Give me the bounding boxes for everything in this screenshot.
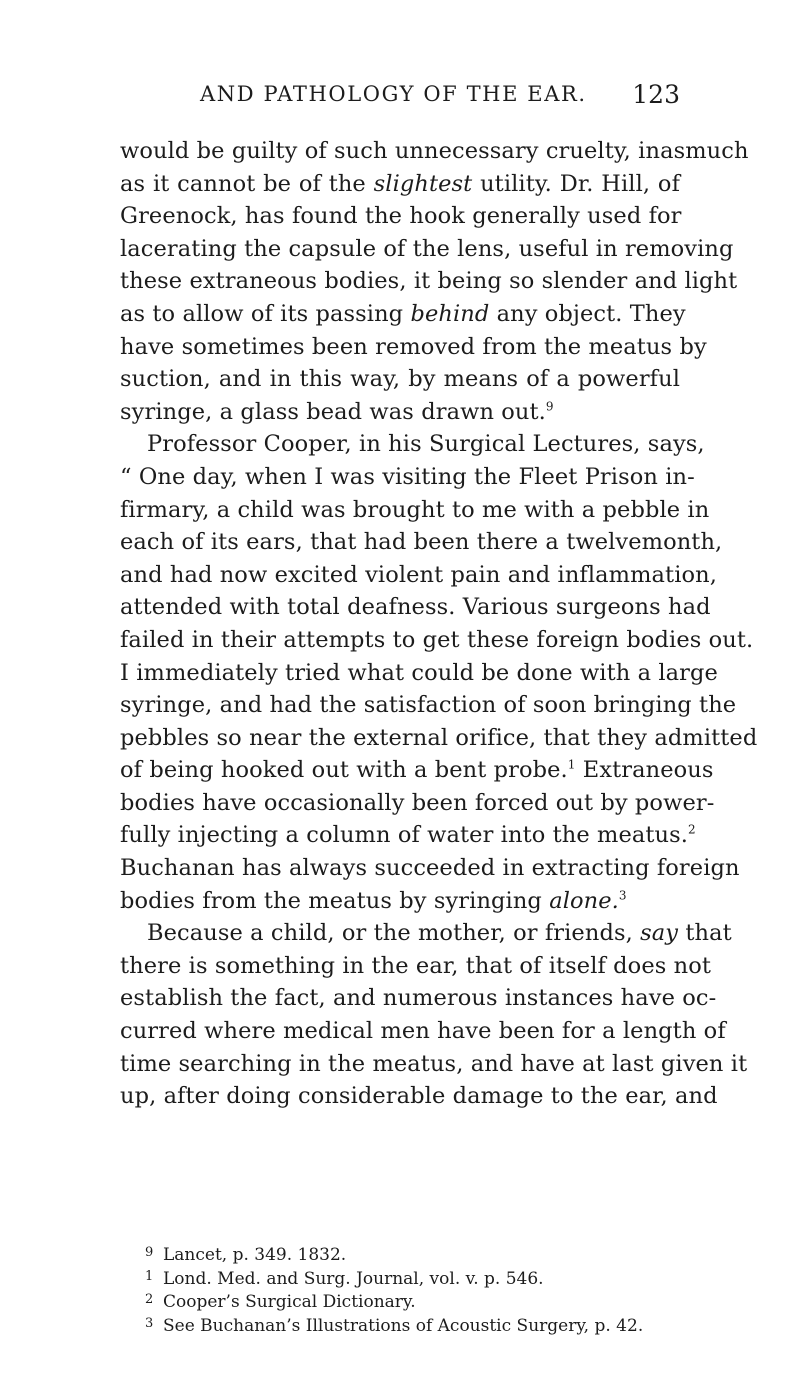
footnote-text: Cooper’s Surgical Dictionary. <box>163 1292 416 1312</box>
footnote-text: Lond. Med. and Surg. Journal, vol. v. p. 546. <box>163 1268 544 1289</box>
footnote-text: Lancet, p. 349. 1832. <box>163 1245 347 1265</box>
text-line: pebbles so near the external orifice, that they admitted <box>120 724 758 751</box>
running-head <box>120 80 680 120</box>
text-line: Buchanan has always succeeded in extracting foreign <box>120 855 740 882</box>
text-line: up, after doing considerable damage to the ear, and <box>120 1083 718 1110</box>
text-line: would be guilty of such unnecessary cruelty, inasmuch <box>120 138 749 164</box>
text-line: fully injecting a column of water into the meatus.$^2$ <box>120 822 696 849</box>
text-line: attended with total deafness. Various surgeons had <box>120 594 711 621</box>
footnote-mark: 1 <box>145 1268 154 1284</box>
emphasis: slightest <box>373 170 473 197</box>
text-line: I immediately tried what could be done with a large <box>120 659 718 686</box>
footnote <box>145 1312 685 1336</box>
text-line: Because a child, or the mother, or friends, say that <box>147 920 732 947</box>
footnote-ref: 2 <box>688 822 696 837</box>
emphasis: say <box>640 920 679 947</box>
text-line: bodies have occasionally been forced out by power- <box>120 789 715 816</box>
text-line: suction, and in this way, by means of a powerful <box>120 366 680 393</box>
page-number: 123 <box>632 80 680 109</box>
text-line: “ One day, when I was visiting the Fleet Prison in- <box>120 463 695 490</box>
footnote-ref: 1 <box>567 757 576 772</box>
footnote <box>145 1288 685 1312</box>
footnote-ref: 9 <box>545 399 554 414</box>
text-line: have sometimes been removed from the meatus by <box>120 333 707 360</box>
running-title: AND PATHOLOGY OF THE EAR. <box>200 82 587 106</box>
emphasis: alone. <box>549 887 619 914</box>
text-line: syringe, and had the satisfaction of soon bringing the <box>120 692 737 719</box>
text-line: establish the fact, and numerous instances have oc- <box>120 985 717 1012</box>
text-line: there is something in the ear, that of itself does not <box>120 952 712 979</box>
text-line: as it cannot be of the slightest utility. Dr. Hill, of <box>120 170 680 197</box>
text-line: as to allow of its passing behind any object. They <box>120 300 686 327</box>
text-line: of being hooked out with a bent probe.$^1$ Extraneous <box>120 757 714 784</box>
text-line: bodies from the meatus by syringing alone.$^3$ <box>120 887 627 914</box>
footnote <box>145 1241 685 1265</box>
text-line: syringe, a glass bead was drawn out.$^9$ <box>120 398 554 425</box>
footnote <box>145 1265 685 1289</box>
text-line: failed in their attempts to get these foreign bodies out. <box>120 626 754 653</box>
text-line: these extraneous bodies, it being so slender and light <box>120 268 738 295</box>
footnote-text: See Buchanan’s Illustrations of Acoustic Surgery, p. 42. <box>163 1315 644 1336</box>
text-line: each of its ears, that had been there a twelvemonth, <box>120 529 723 556</box>
text-line: lacerating the capsule of the lens, useful in removing <box>120 235 734 262</box>
text-line: and had now excited violent pain and inflammation, <box>120 561 717 588</box>
text-line: Greenock, has found the hook generally used for <box>120 203 682 230</box>
text-line: firmary, a child was brought to me with a pebble in <box>120 496 710 523</box>
footnote-mark: 3 <box>145 1315 154 1331</box>
footnote-ref: 3 <box>618 888 627 903</box>
body-text <box>120 135 758 1113</box>
text-line: curred where medical men have been for a length of <box>120 1018 726 1045</box>
emphasis: behind <box>410 300 490 327</box>
text-line: time searching in the meatus, and have at last given it <box>120 1050 748 1077</box>
text-line: Professor Cooper, in his Surgical Lectures, says, <box>147 431 705 458</box>
footnote-mark: 2 <box>145 1292 154 1307</box>
footnotes <box>145 1241 685 1335</box>
footnote-mark: 9 <box>145 1245 154 1260</box>
